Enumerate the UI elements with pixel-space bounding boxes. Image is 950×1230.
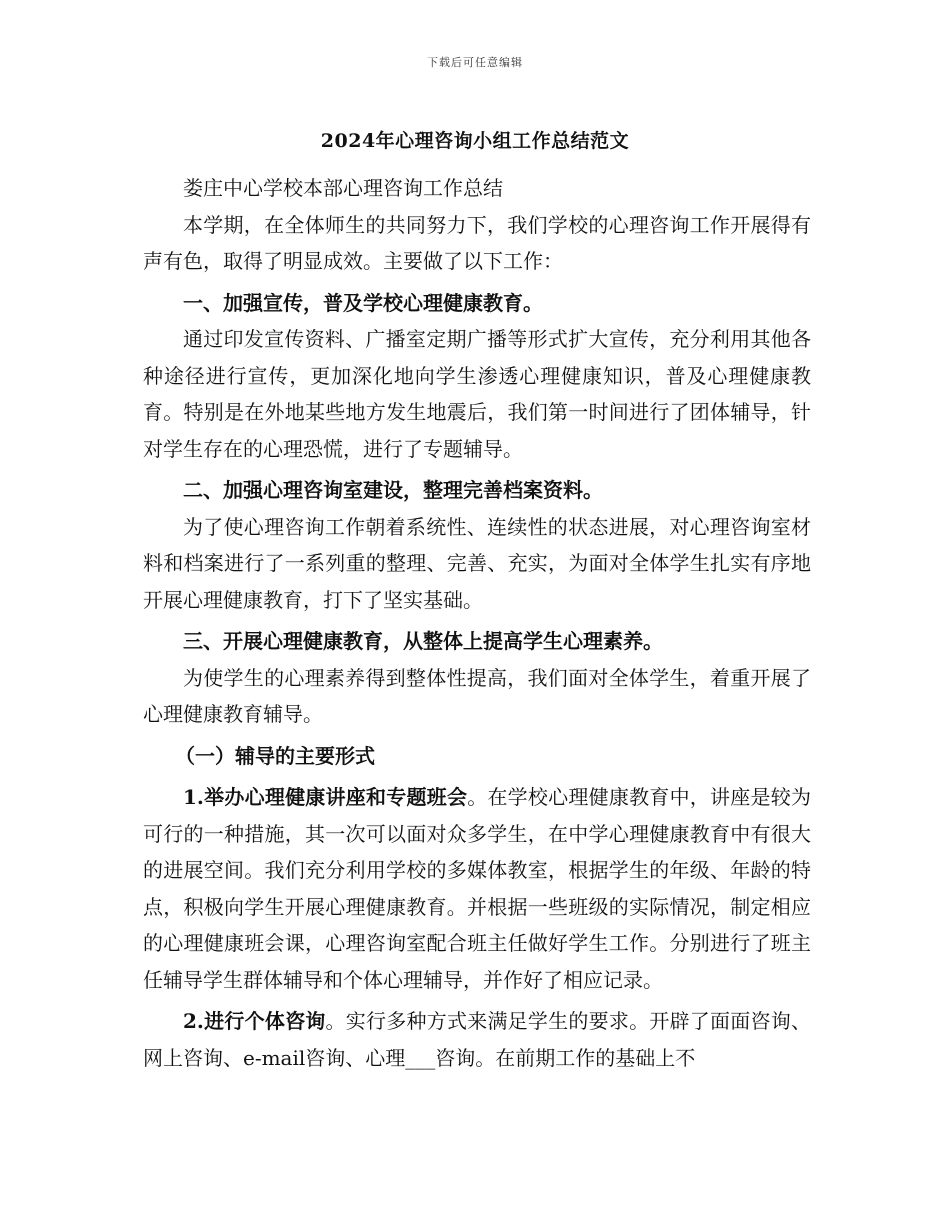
section-1-paragraph: 通过印发宣传资料、广播室定期广播等形式扩大宣传，充分利用其他各种途径进行宣传，更加深化地向学生渗透心理健康知识，普及心理健康教育。特别是在外地某些地方发生地震后，我们第一时间进行了团体辅导，针对学生存在的心理恐慌，进行了专题辅导。 bbox=[143, 327, 811, 461]
section-1-heading: 一、加强宣传，普及学校心理健康教育。 bbox=[183, 290, 543, 315]
item-2-paragraph bbox=[143, 1003, 811, 1076]
document-subtitle: 娄庄中心学校本部心理咨询工作总结 bbox=[183, 176, 503, 200]
item-1-paragraph bbox=[143, 779, 811, 998]
item-1-lead: 1.举办心理健康讲座和专题班会 bbox=[183, 785, 468, 809]
page-header-note: 下载后可任意编辑 bbox=[427, 56, 523, 69]
document-title: 2024年心理咨询小组工作总结范文 bbox=[320, 130, 630, 152]
item-2-text: 。实行多种方式来满足学生的要求。开辟了面面咨询、网上咨询、e-mail咨询、心理___咨询。在前期工作的基础上不 bbox=[143, 1009, 811, 1070]
item-1-text: 。在学校心理健康教育中，讲座是较为可行的一种措施，其一次可以面对众多学生，在中学心理健康教育中有很大的进展空间。我们充分利用学校的多媒体教室，根据学生的年级、年龄的特点，积极向学生开展心理健康教育。并根据一些班级的实际情况，制定相应的心理健康班会课，心理咨询室配合班主任做好学生工作。分别进行了班主任辅导学生群体辅导和个体心理辅导，并作好了相应记录。 bbox=[143, 785, 811, 992]
subsection-1-heading: （一）辅导的主要形式 bbox=[175, 743, 375, 768]
section-2-heading: 二、加强心理咨询室建设，整理完善档案资料。 bbox=[183, 478, 603, 502]
section-3-paragraph: 为使学生的心理素养得到整体性提高，我们面对全体学生，着重开展了心理健康教育辅导。 bbox=[143, 665, 811, 726]
intro-paragraph: 本学期，在全体师生的共同努力下，我们学校的心理咨询工作开展得有声有色，取得了明显成效。主要做了以下工作： bbox=[143, 212, 811, 273]
section-3-heading: 三、开展心理健康教育，从整体上提高学生心理素养。 bbox=[183, 629, 663, 653]
document-body bbox=[143, 170, 811, 1076]
item-2-lead: 2.进行个体咨询 bbox=[183, 1009, 326, 1033]
section-2-paragraph: 为了使心理咨询工作朝着系统性、连续性的状态进展，对心理咨询室材料和档案进行了一系列重的整理、完善、充实，为面对全体学生扎实有序地开展心理健康教育，打下了坚实基础。 bbox=[143, 514, 811, 612]
